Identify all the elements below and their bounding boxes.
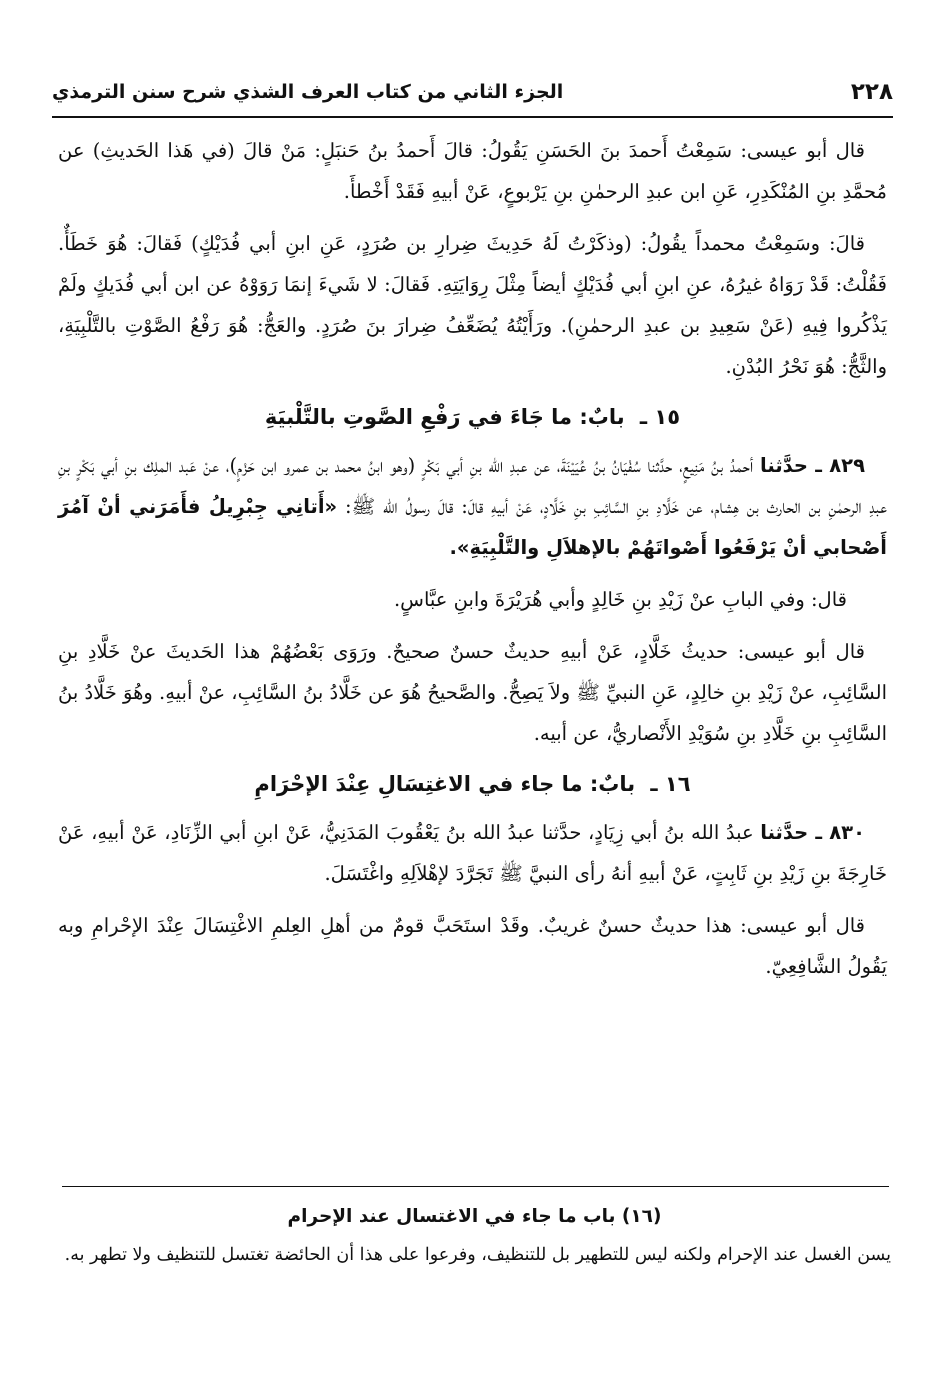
hadith-number-lead: ٨٣٠ ـ حدَّثنا [760, 821, 865, 844]
chapter-title: بابٌ: ما جاء في الاغتِسَالِ عِنْدَ الإحْرَامِ [254, 772, 636, 796]
hadith-isnad: أحمدُ بنُ مَنِيعٍ، حدَّثنا سُفْيَانُ بنُ عُيَيْنَةَ، عن عبدِ الله بنِ أبي بَكْرٍ (وهو ابنُ محمد بن عمرو ابن حَزْمٍ)، عنْ عَبد الملِك بنِ أبي بَكْرٍ بنِ عبدِ الرحمٰنِ بن الحارث بن هِشام، عن خَلَّادِ بنِ السَّائِبِ بنِ خَلَّادٍ، عَنْ أبيهِ قالَ: قالَ رسولُ الله ﷺ: [58, 454, 888, 518]
paragraph-ahmad-hanbal: قال أبو عيسى: سَمِعْتُ أَحمدَ بنَ الحَسَنِ يَقُولُ: قالَ أَحمدُ بنُ حَنبَلٍ: مَنْ قالَ (في هَذا الحَديثِ) عن مُحمَّدِ بنِ المُنْكَدِرِ، عَنِ ابن عبدِ الرحمٰنِ بنِ يَرْبوعٍ، عَنْ أبيهِ فَقَدْ أَخْطأَ. [58, 139, 887, 203]
hadith-isnad: عبدُ الله بنُ أبي زِيَادٍ، حدَّثنا عبدُ الله بنُ يَعْقُوبَ المَدَنِيُّ، عَنْ ابنِ أبي الزِّنَادِ، عَنْ أبيهِ، عَنْ خَارِجَةَ بنِ زَيْدِ بنِ ثَابِتٍ، عَنْ أبيهِ أنهُ رأى النبيَّ ﷺ تَجَرَّدَ لإهْلاَلِهِ واغْتَسَلَ. [58, 821, 887, 885]
running-title: الجزء الثاني من كتاب العرف الشذي شرح سنن الترمذي [52, 81, 564, 103]
footnote-section [58, 1198, 891, 1274]
hadith-829 [58, 445, 887, 568]
paragraph-grading: قال أبو عيسى: حديثُ خَلَّادٍ، عَنْ أبيهِ حديثٌ حسنٌ صحيحٌ. ورَوَى بَعْضُهُمْ هذا الحَديثَ عنْ خَلَّادِ بنِ السَّائِبِ، عنْ زَيْدِ بنِ خالِدٍ، عَنِ النبيِّ ﷺ ولاَ يَصِحُّ. والصَّحيحُ هُوَ عن خَلَّادُ بنُ السَّائِبِ، عنْ أبيهِ. وهُوَ خَلَّادُ بنُ السَّائِبِ بنِ خَلَّادِ بنِ سُوَيْدِ الأَنْصاريُّ، عن أبيه. [58, 640, 887, 745]
hadith-number-lead: ٨٢٩ ـ حدَّثنا [760, 454, 865, 477]
chapter-title: بابٌ: ما جَاءَ في رَفْعِ الصَّوتِ بالتَّلْبيَةِ [264, 405, 625, 429]
paragraph-dirar-hadith: قالَ: وسَمِعْتُ محمداً يقُولُ: (وذكَرْتُ لَهُ حَدِيثَ ضِرارِ بن صُرَدٍ، عَنِ ابنِ أبي فُدَيْكٍ) فَقالَ: هُوَ خَطَأٌ. فَقُلْتُ: قَدْ رَوَاهُ غيرُهُ، عنِ ابنِ أبي فُدَيْكٍ أيضاً مِثْلَ رِوَايَتِهِ. فَقالَ: لا شَيءَ إنمَا رَوَوْهُ عن ابن أبي فُدَيكٍ ولَمْ يَذْكُروا فِيهِ (عَنْ سَعِيدِ بن عبدِ الرحمٰنِ). ورَأَيْتُهُ يُضَعِّفُ ضِرارَ بنَ صُرَدٍ. والعَجُّ: هُوَ رَفْعُ الصَّوْتِ بالتَّلْبِيَةِ، والثَّجُّ: هُوَ نَحْرُ البُدْنِ. [58, 232, 887, 378]
footnote-title: (١٦) باب ما جاء في الاغتسال عند الإحرام [287, 1206, 662, 1227]
chapter-number: ١٦ ـ [650, 772, 691, 796]
prophet-quote: «أَتانِي جِبْرِيلُ فأَمَرَني أنْ آمُرَ أَصْحابي أنْ يَرْفَعُوا أَصْواتَهُمْ بالإهلاَلِ والتَّلْبِيَةِ». [58, 495, 887, 559]
chapter-heading-16 [58, 766, 887, 802]
main-text [58, 130, 887, 998]
footnote-text: يسن الغسل عند الإحرام ولكنه ليس للتطهير بل للتنظيف، وفرعوا على هذا أن الحائضة تغتسل للتنظيف ولا تطهر به. [64, 1245, 891, 1265]
paragraph-ghusl-ruling: قال أبو عيسى: هذا حديثٌ حسنٌ غريبٌ. وقَدْ استَحَبَّ قومٌ من أهلِ العِلمِ الاغْتِسَالَ عِنْدَ الإحْرامِ وبه يَقُولُ الشَّافِعِيّ. [58, 914, 887, 978]
page-number: ٢٢٨ [850, 79, 893, 105]
chapter-number: ١٥ ـ [639, 405, 681, 429]
footnote-divider [62, 1186, 889, 1187]
hadith-830 [58, 812, 887, 894]
page-header [52, 68, 893, 118]
chapter-heading-15 [58, 399, 887, 435]
paragraph-chapter-narrations: قال: وفي البابِ عنْ زَيْدِ بنِ خَالِدٍ وأبي هُرَيْرَةَ وابنِ عبَّاسٍ. [393, 588, 847, 611]
